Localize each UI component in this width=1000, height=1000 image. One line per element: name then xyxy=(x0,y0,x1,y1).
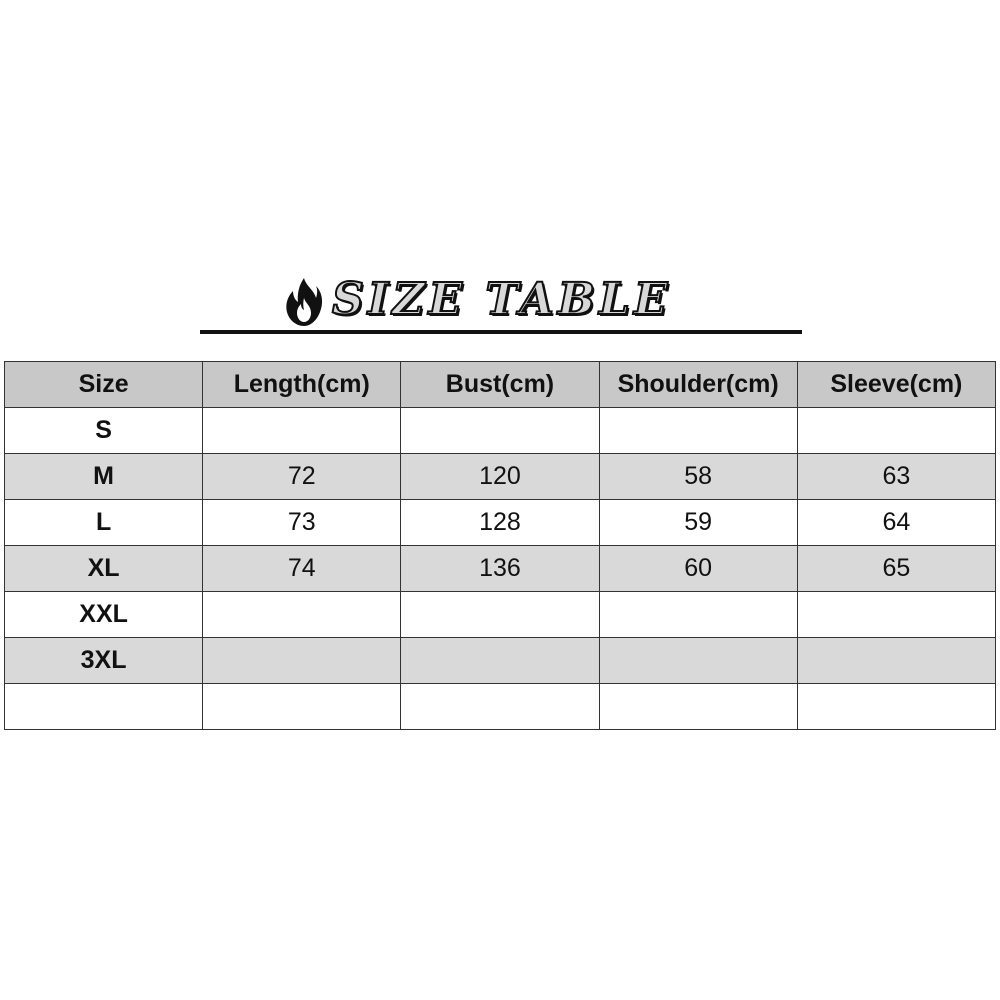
length-cell xyxy=(203,684,401,730)
length-cell xyxy=(203,638,401,684)
title-underline xyxy=(200,330,802,334)
bust-cell xyxy=(401,408,599,454)
sleeve-cell xyxy=(797,684,995,730)
bust-cell: 136 xyxy=(401,546,599,592)
shoulder-cell: 60 xyxy=(599,546,797,592)
header-sleeve: Sleeve(cm) xyxy=(797,362,995,408)
header-length: Length(cm) xyxy=(203,362,401,408)
sleeve-cell xyxy=(797,638,995,684)
size-cell: XXL xyxy=(5,592,203,638)
size-cell: L xyxy=(5,500,203,546)
length-cell: 74 xyxy=(203,546,401,592)
table-row xyxy=(5,408,996,454)
table-row xyxy=(5,500,996,546)
table-row xyxy=(5,638,996,684)
header-bust: Bust(cm) xyxy=(401,362,599,408)
page-title: SIZE TABLE xyxy=(332,274,672,325)
shoulder-cell xyxy=(599,408,797,454)
sleeve-cell: 65 xyxy=(797,546,995,592)
table-row xyxy=(5,592,996,638)
sleeve-cell xyxy=(797,592,995,638)
size-cell: S xyxy=(5,408,203,454)
table-header-row xyxy=(5,362,996,408)
shoulder-cell xyxy=(599,684,797,730)
bust-cell xyxy=(401,684,599,730)
shoulder-cell: 58 xyxy=(599,454,797,500)
sleeve-cell: 63 xyxy=(797,454,995,500)
header-shoulder: Shoulder(cm) xyxy=(599,362,797,408)
size-table xyxy=(4,361,996,730)
shoulder-cell xyxy=(599,592,797,638)
table-row xyxy=(5,454,996,500)
size-cell: XL xyxy=(5,546,203,592)
table-row xyxy=(5,684,996,730)
header-size: Size xyxy=(5,362,203,408)
bust-cell xyxy=(401,638,599,684)
flame-icon xyxy=(284,276,324,328)
table-row xyxy=(5,546,996,592)
length-cell xyxy=(203,408,401,454)
size-cell xyxy=(5,684,203,730)
length-cell: 73 xyxy=(203,500,401,546)
sleeve-cell: 64 xyxy=(797,500,995,546)
bust-cell xyxy=(401,592,599,638)
length-cell xyxy=(203,592,401,638)
shoulder-cell: 59 xyxy=(599,500,797,546)
length-cell: 72 xyxy=(203,454,401,500)
bust-cell: 120 xyxy=(401,454,599,500)
shoulder-cell xyxy=(599,638,797,684)
size-cell: M xyxy=(5,454,203,500)
size-table-title-block xyxy=(200,268,802,336)
bust-cell: 128 xyxy=(401,500,599,546)
sleeve-cell xyxy=(797,408,995,454)
size-cell: 3XL xyxy=(5,638,203,684)
